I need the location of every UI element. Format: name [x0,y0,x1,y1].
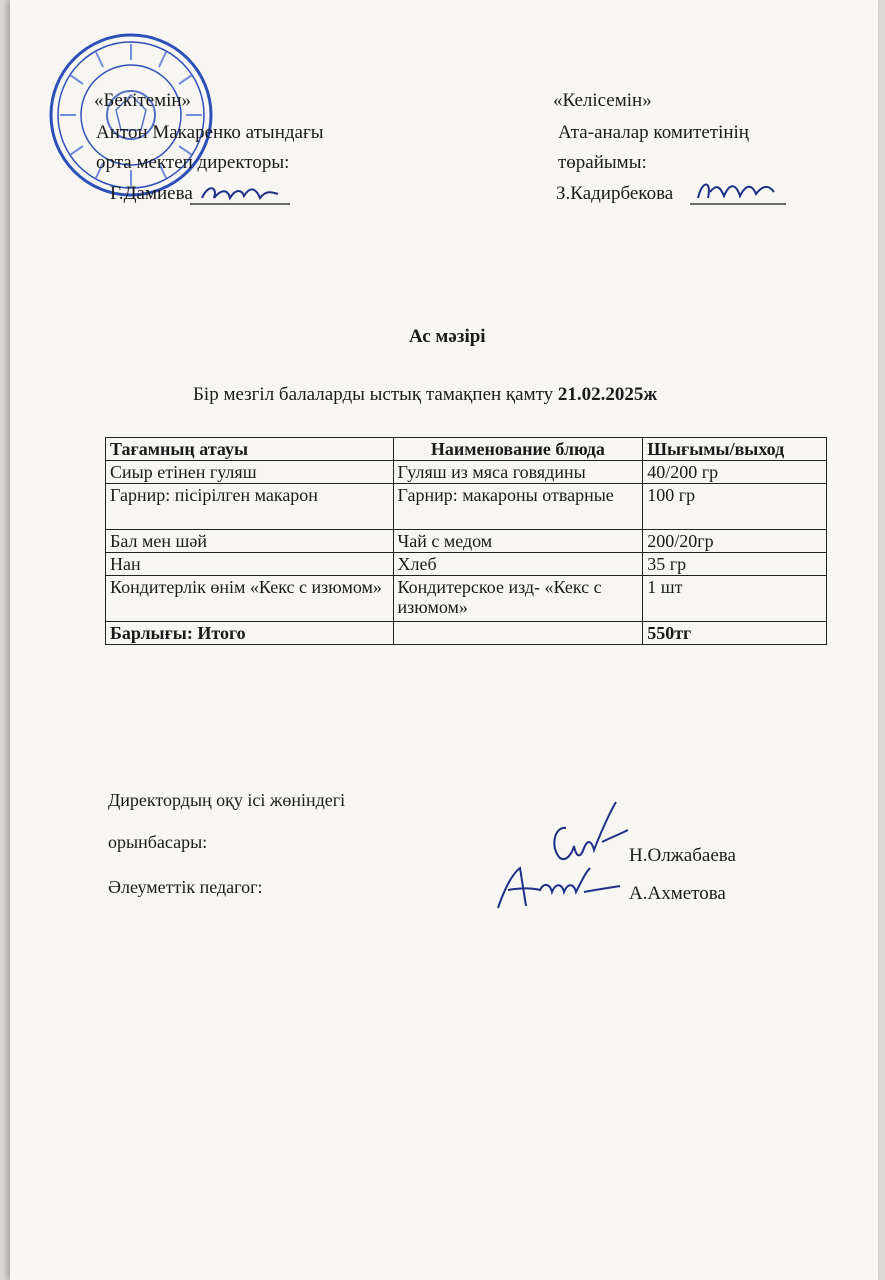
deputy-title-line1: Директордың оқу ісі жөніндегі [108,790,346,810]
director-name: Г.Дамиева [110,183,193,204]
dish-output: 1 шт [643,576,827,622]
dish-ru: Кондитерское изд- «Кекс с изюмом» [393,576,643,622]
table-row [106,484,827,530]
header-ru-name: Наименование блюда [393,438,643,461]
approve-title: «Бекітемін» [94,90,192,111]
agree-title: «Келісемін» [553,90,652,111]
table-row [106,461,827,484]
total-row [106,622,827,645]
table-row [106,530,827,553]
dish-ru: Хлеб [393,553,643,576]
dish-output: 35 гр [643,553,827,576]
dish-kk: Сиыр етінен гуляш [106,461,394,484]
header-output: Шығымы/выход [643,438,827,461]
table-row [106,553,827,576]
social-pedagogue-title: Әлеуметтік педагог: [108,877,263,897]
approve-role-line: орта мектеп директоры: [96,152,290,173]
chairwoman-name: З.Кадирбекова [556,183,674,204]
dish-ru: Чай с медом [393,530,643,553]
deputy-title-line2: орынбасары: [108,832,208,852]
header-kk-name: Тағамның атауы [106,438,394,461]
dish-ru: Гуляш из мяса говядины [393,461,643,484]
dish-output: 40/200 гр [643,461,827,484]
social-pedagogue-name: А.Ахметова [629,883,726,904]
table-header-row [106,438,827,461]
deputy-name: Н.Олжабаева [629,845,736,866]
table-row [106,576,827,622]
total-empty [393,622,643,645]
dish-kk: Кондитерлік өнім «Кекс с изюмом» [106,576,394,622]
dish-kk: Гарнир: пісірілген макарон [106,484,394,530]
social-pedagogue-signature [480,862,630,912]
dish-output: 100 гр [643,484,827,530]
menu-date: 21.02.2025ж [557,384,658,405]
agree-role-line: төрайымы: [558,152,647,173]
subtitle [193,384,657,406]
approve-school-line: Антон Макаренко атындағы [96,122,324,143]
menu-table [105,437,827,645]
director-signature [190,178,295,208]
document-title: Ас мәзірі [409,326,486,347]
total-price: 550тг [643,622,827,645]
dish-kk: Бал мен шәй [106,530,394,553]
chairwoman-signature [690,174,790,208]
subtitle-text: Бір мезгіл балаларды ыстық тамақпен қамту [193,384,554,405]
agree-committee-line: Ата-аналар комитетінің [558,122,749,143]
dish-kk: Нан [106,553,394,576]
official-stamp [46,30,216,200]
document-page [10,0,878,1280]
deputy-signature [540,798,630,868]
dish-output: 200/20гр [643,530,827,553]
dish-ru: Гарнир: макароны отварные [393,484,643,530]
total-label: Барлығы: Итого [106,622,394,645]
